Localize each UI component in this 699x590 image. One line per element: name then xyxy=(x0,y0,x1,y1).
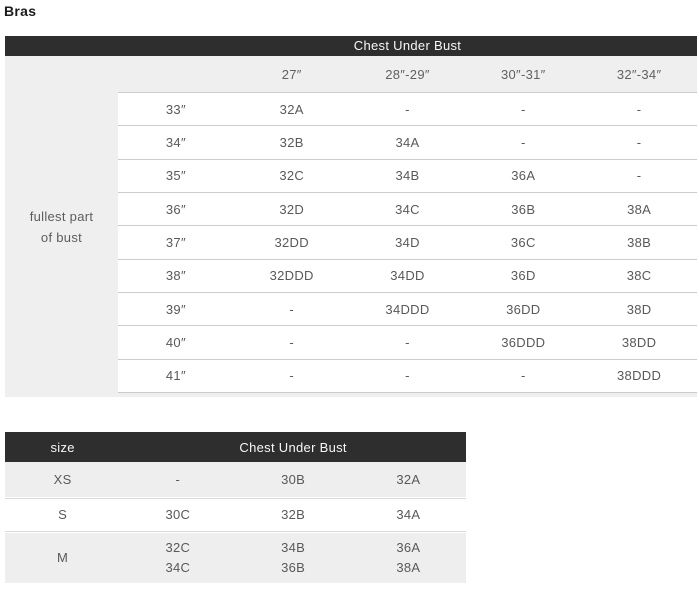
bra-size-line: 30B xyxy=(281,471,306,487)
table-row xyxy=(118,93,697,126)
bra-size-cell xyxy=(120,505,235,525)
table-row xyxy=(5,498,466,532)
bra-size-cell: - xyxy=(405,368,410,384)
bust-table-rows xyxy=(118,92,697,393)
bra-size-cell: 36C xyxy=(510,234,536,250)
bust-measurement-cell: 39″ xyxy=(165,301,186,317)
bust-measurement-cell: 33″ xyxy=(165,101,186,117)
bra-size-line: - xyxy=(175,471,181,487)
bra-size-line: 34A xyxy=(396,507,421,522)
bra-size-cell: 38B xyxy=(627,234,652,250)
table-row xyxy=(118,160,697,193)
bra-size-cell: 36DD xyxy=(506,301,541,317)
bust-measurement-cell: 35″ xyxy=(165,168,186,184)
bra-size-cell: 32DDD xyxy=(269,268,314,284)
letter-size-table-rows xyxy=(5,462,466,583)
size-label-cell: XS xyxy=(53,471,72,487)
bra-size-cell: 34DD xyxy=(390,268,425,284)
bra-size-cell: - xyxy=(636,134,642,150)
bra-size-cell: - xyxy=(636,101,642,117)
bra-size-cell xyxy=(236,470,351,490)
bra-size-cell: 34C xyxy=(395,201,420,217)
bust-table-header: Chest Under Bust xyxy=(5,36,697,56)
page-title: Bras xyxy=(4,3,37,19)
bra-size-cell: 36D xyxy=(510,268,536,284)
bra-size-line: 36A xyxy=(396,540,421,555)
letter-size-table-header xyxy=(5,432,466,462)
bra-size-cell: - xyxy=(520,101,526,117)
column-header: 28″-29″ xyxy=(385,66,430,82)
bust-column-headers xyxy=(118,56,697,92)
bra-size-cell: 34A xyxy=(395,134,420,150)
bra-size-cell xyxy=(351,470,466,490)
table-row xyxy=(118,126,697,159)
bust-measurement-cell: 34″ xyxy=(165,134,186,150)
bra-size-cell: - xyxy=(520,368,526,384)
bra-size-line: 34C xyxy=(165,560,191,575)
bra-size-cell xyxy=(351,538,466,578)
bra-size-cell: 32DD xyxy=(274,234,309,250)
bust-size-table xyxy=(5,36,697,397)
bra-size-cell: 38DDD xyxy=(617,368,662,384)
table-row xyxy=(118,326,697,359)
bra-size-cell: 32C xyxy=(279,168,305,184)
bra-size-cell: - xyxy=(520,134,526,150)
table-row xyxy=(5,533,466,583)
table-row xyxy=(118,260,697,293)
table-row xyxy=(118,360,697,393)
letter-size-table xyxy=(5,432,466,583)
bra-size-line: 30C xyxy=(165,507,191,522)
row-group-label-line1: fullest part xyxy=(29,208,94,224)
bust-measurement-cell: 37″ xyxy=(165,234,186,250)
bra-size-cell: 32A xyxy=(279,101,304,117)
table-row xyxy=(118,293,697,326)
bra-size-cell: 36A xyxy=(511,168,536,184)
bra-size-cell xyxy=(120,470,235,490)
size-label-cell: S xyxy=(58,507,68,522)
bra-size-cell: - xyxy=(289,334,295,350)
table-row xyxy=(118,193,697,226)
bra-size-cell: - xyxy=(405,334,410,350)
bra-size-line: 36B xyxy=(281,560,306,575)
bra-size-cell xyxy=(236,505,351,525)
bust-table-data-area xyxy=(118,56,697,397)
bra-size-cell: 34DDD xyxy=(385,301,430,317)
bra-size-cell: 38D xyxy=(626,301,652,317)
bust-measurement-cell: 41″ xyxy=(165,368,186,384)
table-row xyxy=(118,226,697,259)
bra-size-cell xyxy=(120,538,235,578)
bust-measurement-cell: 40″ xyxy=(165,334,186,350)
column-header: 27″ xyxy=(281,66,302,82)
bust-measurement-cell: 36″ xyxy=(165,201,186,217)
bra-size-cell: 38DD xyxy=(621,334,657,350)
bra-size-line: 34B xyxy=(281,540,306,555)
bust-table-body xyxy=(5,56,697,397)
bra-size-cell: 32D xyxy=(279,201,305,217)
row-group-label xyxy=(5,56,118,397)
column-header: 30″-31″ xyxy=(501,66,546,82)
bust-measurement-cell: 38″ xyxy=(165,268,186,284)
bra-size-cell: - xyxy=(289,301,295,317)
bra-size-cell: 36DDD xyxy=(501,334,546,350)
bra-size-cell: 34D xyxy=(395,234,420,250)
bra-size-line: 32A xyxy=(396,471,421,487)
bra-size-cell: - xyxy=(289,368,295,384)
size-column-header: size xyxy=(50,439,75,455)
row-group-label-line2: of bust xyxy=(40,229,83,245)
bra-size-cell xyxy=(351,505,466,525)
column-header: 32″-34″ xyxy=(616,66,662,82)
bra-size-cell: 38A xyxy=(627,201,652,217)
size-label-cell: M xyxy=(57,550,69,565)
bra-size-line: 32B xyxy=(281,507,306,522)
bra-size-cell: 38C xyxy=(626,268,652,284)
table-row xyxy=(5,462,466,497)
bra-size-cell: 36B xyxy=(511,201,536,217)
bra-size-line: 38A xyxy=(396,560,421,575)
chest-under-bust-header: Chest Under Bust xyxy=(239,439,347,455)
bra-size-cell: - xyxy=(636,168,642,184)
bra-size-line: 32C xyxy=(165,540,191,555)
bra-size-cell: 34B xyxy=(395,168,420,184)
bra-size-cell: 32B xyxy=(279,134,304,150)
bra-size-cell xyxy=(236,538,351,578)
bra-size-cell: - xyxy=(405,101,410,117)
